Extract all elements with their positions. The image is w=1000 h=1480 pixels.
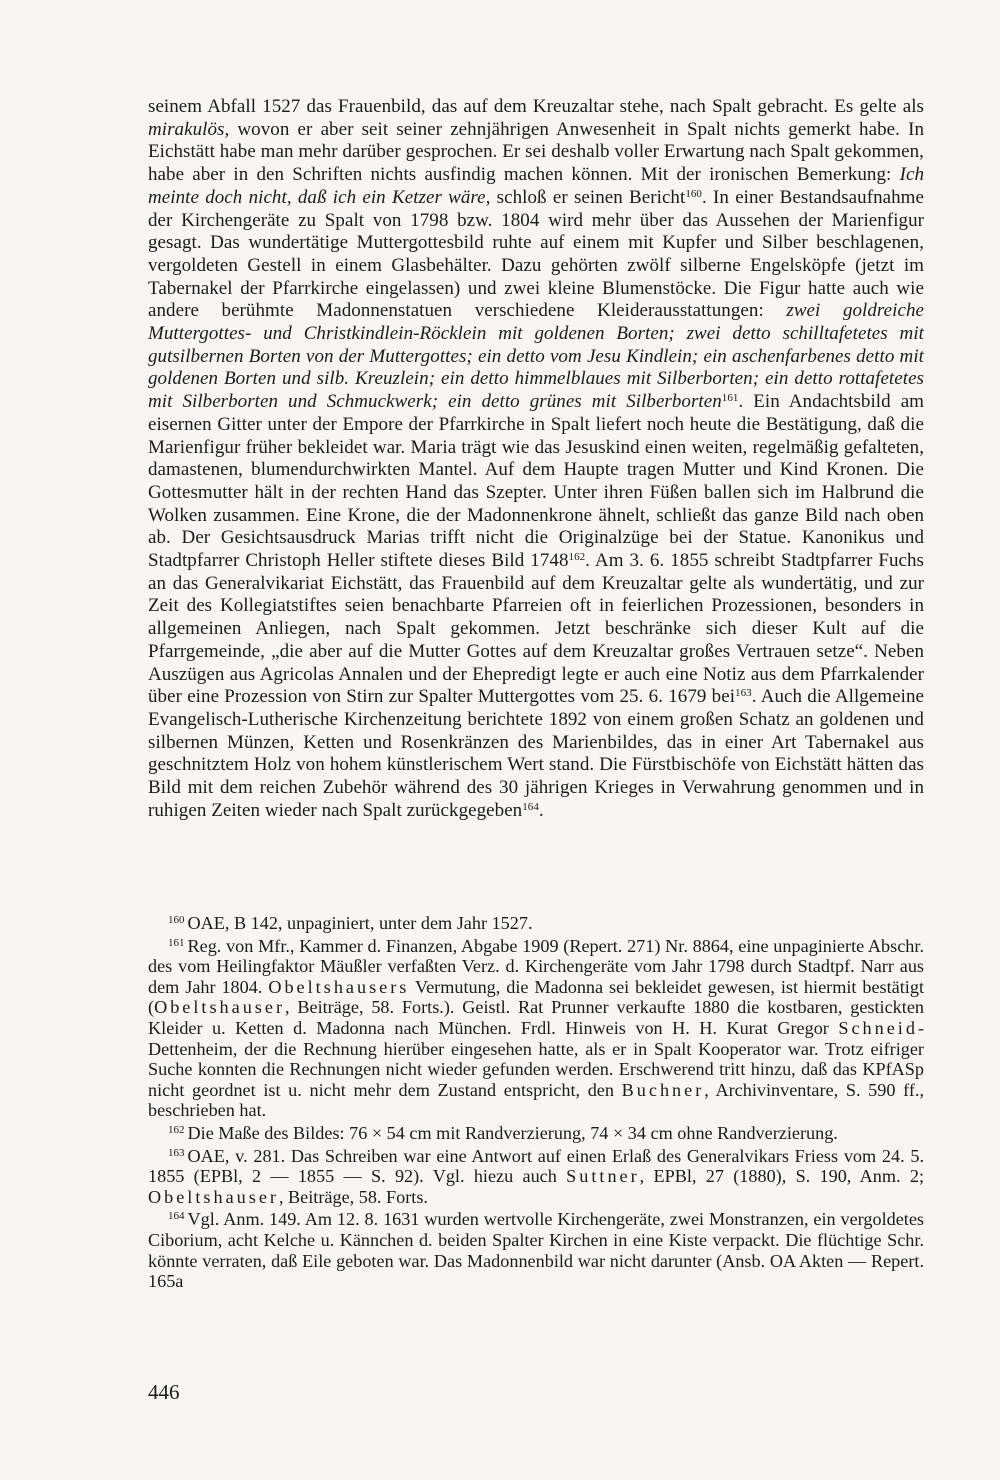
text-run: Vgl. Anm. 149. Am 12. 8. 1631 wurden wertvolle Kirchengeräte, zwei Monstranzen, ein vergoldetes Ciborium, acht Kelche u. Kännchen d. beiden Spalter Kirchen in eine Kiste verpackt. Die flüchtige Schr. könnte verraten, daß Eile geboten war. Das Madonnenbild war nicht darunter (Ansb. OA Akten — Repert. 165a	[148, 1209, 924, 1292]
footnote-number: 163	[168, 1146, 185, 1159]
text-run: , Beiträge, 58. Forts.). Geistl. Rat Prunner verkaufte 1880 die kostbaren, gestickten Kleider u. Ketten d. Madonna nach München. Frdl. Hinweis von H. H. Kurat Gregor	[148, 997, 924, 1038]
footnote-ref: 164	[522, 800, 539, 813]
main-paragraph	[148, 96, 924, 823]
footnote-160	[148, 913, 924, 934]
italic-quote: mirakulös,	[148, 118, 230, 140]
text-run: Reg. von Mfr., Kammer d. Finanzen, Abgabe 1909 (Repert. 271) Nr. 8864, eine unpaginierte Abschr. des vom Heilingfaktor Mäußler verfaßten Verz. d. Kirchengeräte vom Jahr 1798 durch Stadtpf. Narr aus dem Jahr 1804.	[148, 935, 924, 997]
footnote-number: 164	[168, 1210, 185, 1223]
text-run: seinem Abfall 1527 das Frauenbild, das auf dem Kreuzaltar stehe, nach Spalt gebracht. Es gelte als	[148, 96, 924, 117]
spaced-name: Obeltshauser	[148, 1186, 279, 1207]
text-run: .	[538, 799, 544, 821]
text-run: , EPBl, 27 (1880), S. 190, Anm. 2;	[639, 1166, 924, 1187]
text-run: , Archivinventare, S. 590 ff., beschrieben hat.	[148, 1079, 924, 1121]
footnote-164	[148, 1209, 924, 1291]
text-run: Die Maße des Bildes: 76 × 54 cm mit Randverzierung, 74 × 34 cm ohne Randverzierung.	[187, 1122, 838, 1143]
spaced-name: Buchner	[621, 1079, 705, 1100]
footnote-number: 160	[168, 914, 185, 926]
text-run: . Ein Andachtsbild am eisernen Gitter unter der Empore der Pfarrkirche in Spalt liefert noch heute die Bestätigung, daß die Marienfigur früher bekleidet war. Maria trägt wie das Jesuskind einen weiten, regelmäßig gefalteten, damastenen, blumendurchwirkten Mantel. Auf dem Haupte tragen Mutter und Kind Kronen. Die Gottesmutter hält in der rechten Hand das Szepter. Unter ihren Füßen ballen sich im Halbrund die Wolken zusammen. Eine Krone, die der Madonnenkrone ähnelt, schließt das ganze Bild nach oben ab. Der Gesichtsausdruck Marias trifft nicht die Originalzüge bei der Statue. Kanonikus und Stadtpfarrer Christoph Heller stiftete dieses Bild 1748	[148, 391, 925, 572]
text-run: . In einer Bestandsaufnahme der Kirchengeräte zu Spalt von 1798 bzw. 1804 wird mehr über das Aussehen der Marienfigur gesagt. Das wundertätige Muttergottesbild ruhte auf einem mit Kupfer und Silber beschlagenen, vergoldeten Gestell in einem Glasbehälter. Dazu gehörten zwölf silberne Engelsköpfe (jetzt im Tabernakel der Pfarrkirche eingelassen) und zwei kleine Blumenstöcke. Die Figur hatte auch wie andere berühmte Madonnenstatuen verschiedene Kleiderausstattungen:	[148, 186, 924, 322]
footnote-ref: 161	[721, 392, 739, 405]
footnote-162	[148, 1123, 924, 1144]
footnote-163	[148, 1146, 924, 1208]
text-run: OAE, B 142, unpaginiert, unter dem Jahr 1527.	[187, 913, 533, 933]
footnote-ref: 160	[685, 187, 702, 200]
text-run: OAE, v. 281. Das Schreiben war eine Antwort auf einen Erlaß des Generalvikars Friess vom 24. 5. 1855 (EPBl, 2 — 1855 — S. 92). Vgl. hiezu auch	[148, 1145, 924, 1187]
text-run: schloß er seinen Bericht	[490, 186, 686, 208]
text-run: wovon er aber seit seiner zehnjährigen Anwesenheit in Spalt nichts gemerkt habe. In Eichstätt habe man mehr darüber gesprochen. Er sei deshalb voller Erwartung nach Spalt gekommen, habe aber in den Schriften nichts ausfindig machen können. Mit der ironischen Bemerkung:	[148, 118, 924, 186]
text-run: -Dettenheim, der die Rechnung hierüber eingesehen hatte, als er in Spalt Kooperator war. Trotz eifriger Suche konnten die Rechnungen nicht wieder gefunden werden. Erschwerend tritt hinzu, daß das KPfASp nicht geordnet ist u. nicht mehr dem Zustand entspricht, den	[148, 1017, 924, 1100]
text-run: . Auch die Allgemeine Evangelisch-Lutherische Kirchenzeitung berichtete 1892 von einem großen Schatz an goldenen und silbernen Münzen, Ketten und Rosenkränzen des Marienbildes, das in einer Art Tabernakel aus geschnitztem Holz von hohem künstlerischem Wert stand. Die Fürstbischöfe von Eichstätt hätten das Bild mit dem reichen Zubehör während des 30 jährigen Krieges in Verwahrung genommen und in ruhigen Zeiten wieder nach Spalt zurückgegeben	[148, 686, 924, 821]
spaced-name: Schneid	[838, 1017, 918, 1038]
spaced-name: Obeltshauser	[154, 997, 286, 1018]
footnote-161	[148, 936, 924, 1121]
spaced-name: Suttner	[566, 1166, 640, 1187]
text-run: . Am 3. 6. 1855 schreibt Stadtpfarrer Fuchs an das Generalvikariat Eichstätt, das Frauenbild auf dem Kreuzaltar gelte als wundertätig, und zur Zeit des Kollegiatstiftes seien benachbarte Pfarreien oft in feierlichen Prozessionen, besonders in allgemeinen Anliegen, nach Spalt gekommen. Jetzt beschränke sich dieser Kult auf die Pfarrgemeinde, „die aber auf die Mutter Gottes auf dem Kreuzaltar großes Vertrauen setze“. Neben Auszügen aus Agricolas Annalen und der Ehepredigt legte er auch eine Notiz aus dem Pfarrkalender über eine Prozession von Stirn zur Spalter Muttergottes vom 25. 6. 1679 bei	[148, 550, 924, 708]
footnote-ref: 163	[735, 687, 752, 700]
text-run: , Beiträge, 58. Forts.	[278, 1186, 428, 1207]
spaced-name: Obeltshausers	[268, 976, 410, 997]
italic-quote: zwei goldreiche Muttergottes- und Christkindlein-Röcklein mit goldenen Borten; zwei detto schilltafetetes mit gutsilbernen Borten von der Muttergottes; ein detto vom Jesu Kindlein; ein aschenfarbenes detto mit goldenen Borten und silb. Kreuzlein; ein detto himmelblaues mit Silberborten; ein detto rottafetetes mit Silberborten und Schmuckwerk; ein detto grünes mit Silberborten	[148, 300, 924, 413]
italic-quote: Ich meinte doch nicht, daß ich ein Ketzer wäre,	[148, 164, 924, 208]
footnote-number: 161	[168, 936, 185, 949]
text-run: Vermutung, die Madonna sei bekleidet gewesen, ist hiermit bestätigt (	[148, 976, 925, 1018]
main-text	[148, 96, 924, 823]
footnote-ref: 162	[568, 551, 586, 564]
footnotes	[148, 913, 924, 1294]
footnote-number: 162	[168, 1123, 185, 1136]
page-number: 446	[148, 1380, 180, 1404]
